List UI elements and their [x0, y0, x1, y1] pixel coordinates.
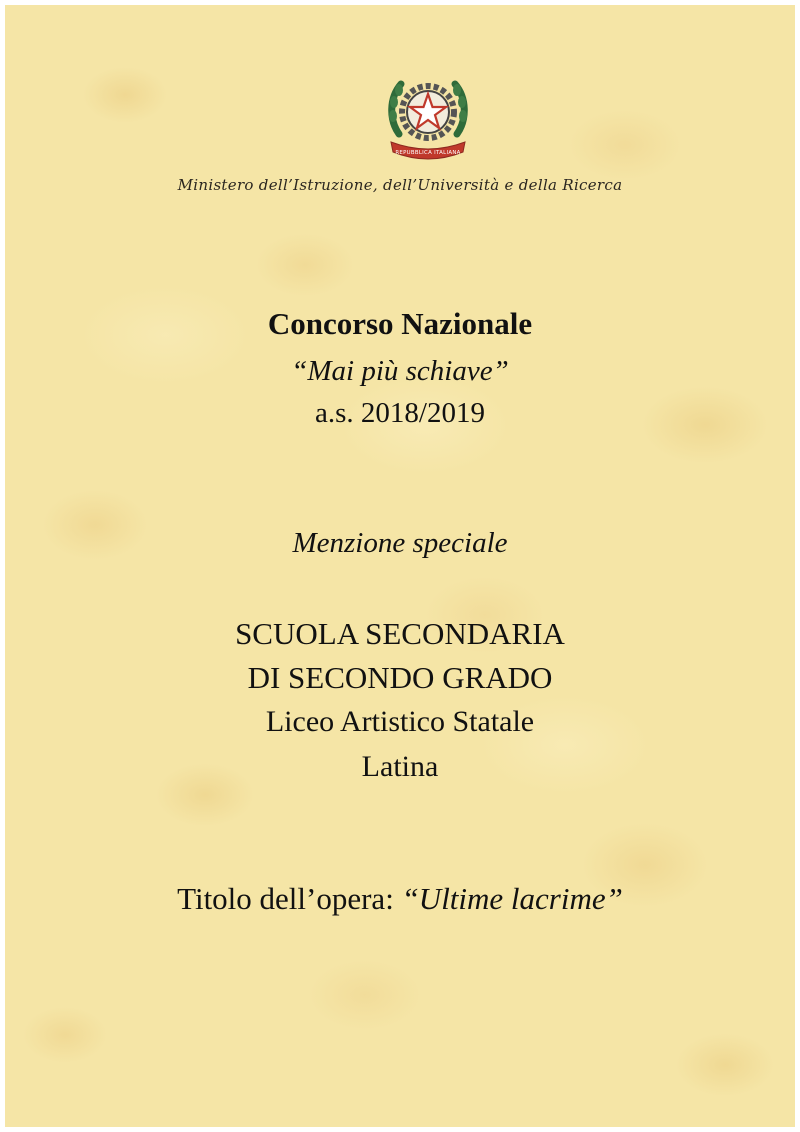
ministry-name: Ministero dell’Istruzione, dell’Università e della Ricerca [177, 176, 623, 194]
work-label: Titolo dell’opera: [177, 881, 394, 916]
award-mention: Menzione speciale [292, 527, 508, 559]
work-title-line [0, 881, 800, 917]
school-year: a.s. 2018/2019 [315, 397, 485, 429]
work-title: “Ultime lacrime” [401, 881, 623, 916]
emblem-ribbon-text: REPUBBLICA ITALIANA [395, 150, 461, 156]
school-level-line-1: SCUOLA SECONDARIA [235, 616, 565, 651]
school-level-line-2: DI SECONDO GRADO [247, 660, 553, 695]
certificate-sheet [5, 5, 795, 1127]
italian-republic-emblem-icon [385, 72, 471, 168]
school-city: Latina [361, 750, 439, 783]
school-name: Liceo Artistico Statale [265, 705, 535, 738]
contest-subtitle: “Mai più schiave” [291, 355, 509, 387]
contest-title: Concorso Nazionale [267, 306, 533, 341]
